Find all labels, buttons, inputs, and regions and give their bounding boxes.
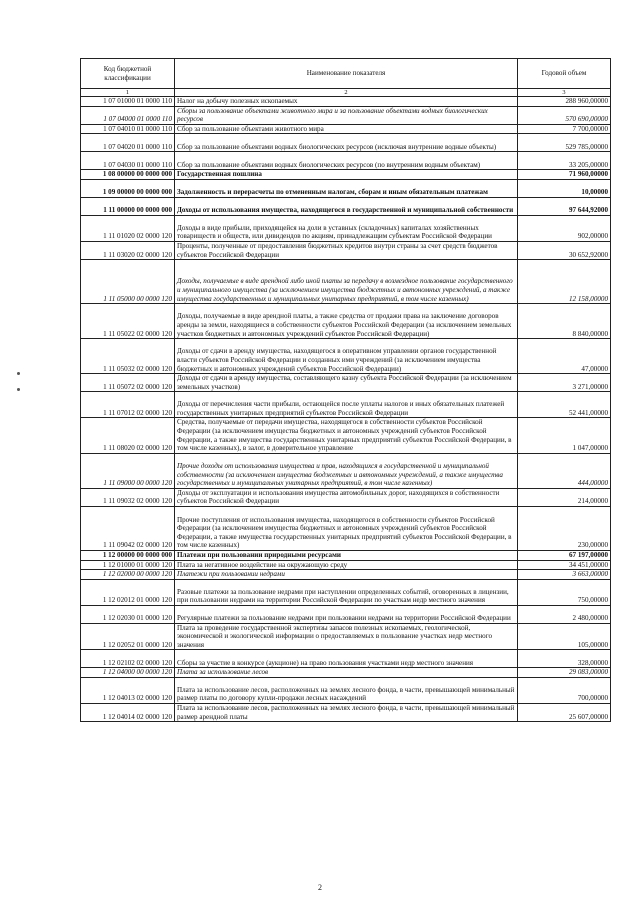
row-code: 1 11 05000 00 0000 120 (81, 260, 175, 304)
row-code: 1 09 00000 00 0000 000 (81, 179, 175, 197)
row-value: 570 690,00000 (518, 106, 611, 124)
table-row (81, 179, 611, 197)
row-value: 10,00000 (518, 179, 611, 197)
row-name: Регулярные платежи за пользование недрами при пользовании недрами на территории Российской Федерации (175, 605, 518, 623)
header-value: Годовой объем (518, 59, 611, 89)
table-row (81, 579, 611, 605)
row-value: 328,00000 (518, 650, 611, 668)
table-row (81, 304, 611, 339)
row-value: 288 960,00000 (518, 97, 611, 107)
row-code: 1 07 04030 01 0000 110 (81, 152, 175, 170)
row-value: 444,00000 (518, 453, 611, 488)
row-value: 67 197,00000 (518, 550, 611, 560)
table-body (81, 97, 611, 722)
table-row (81, 260, 611, 304)
row-name: Сбор за пользование объектами животного мира (175, 124, 518, 134)
row-code: 1 11 09032 02 0000 120 (81, 488, 175, 506)
table-row (81, 134, 611, 152)
header-code: Код бюджетной классификации (81, 59, 175, 89)
row-name: Доходы от сдачи в аренду имущества, находящегося в оперативном управлении органов государственной власти субъектов Российской Федерации и созданных ими учреждений (за исключением имущества бюджетных и автономных учреждений субъектов Российской Федерации) (175, 339, 518, 374)
row-value: 34 451,00000 (518, 560, 611, 570)
row-value: 750,00000 (518, 579, 611, 605)
row-code: 1 07 01000 01 0000 110 (81, 97, 175, 107)
table-row (81, 488, 611, 506)
row-code: 1 11 07012 02 0000 120 (81, 392, 175, 418)
row-name: Сбор за пользование объектами водных биологических ресурсов (по внутренним водным объектам) (175, 152, 518, 170)
row-value: 97 644,92000 (518, 197, 611, 215)
row-name: Доходы от перечисления части прибыли, остающейся после уплаты налогов и иных обязательных платежей государственных унитарных предприятий субъектов Российской Федерации (175, 392, 518, 418)
row-value: 47,00000 (518, 339, 611, 374)
table-row (81, 623, 611, 650)
header-name: Наименование показателя (175, 59, 518, 89)
scan-dot (17, 388, 20, 391)
row-code: 1 11 01020 02 0000 120 (81, 215, 175, 241)
row-name: Платежи при пользовании природными ресурсами (175, 550, 518, 560)
table-row (81, 124, 611, 134)
row-value: 2 480,00000 (518, 605, 611, 623)
row-value: 700,00000 (518, 678, 611, 704)
table-row (81, 418, 611, 453)
row-name: Задолженность и перерасчеты по отмененным налогам, сборам и иным обязательным платежам (175, 179, 518, 197)
row-code: 1 12 02030 01 0000 120 (81, 605, 175, 623)
row-code: 1 12 01000 01 0000 120 (81, 560, 175, 570)
table-row (81, 339, 611, 374)
row-value: 12 158,00000 (518, 260, 611, 304)
row-code: 1 11 05072 02 0000 120 (81, 374, 175, 392)
column-number: 3 (518, 89, 611, 97)
table-row (81, 453, 611, 488)
row-code: 1 07 04010 01 0000 110 (81, 124, 175, 134)
row-code: 1 11 05032 02 0000 120 (81, 339, 175, 374)
row-name: Сбор за пользование объектами водных биологических ресурсов (исключая внутренние водные объекты) (175, 134, 518, 152)
table-row (81, 605, 611, 623)
row-name: Доходы от использования имущества, находящегося в государственной и муниципальной собственности (175, 197, 518, 215)
row-value: 29 083,00000 (518, 668, 611, 678)
row-value: 71 960,00000 (518, 170, 611, 180)
row-name: Прочие доходы от использования имущества и прав, находящихся в государственной и муниципальной собственности (за исключением имущества бюджетных и автономных учреждений, а также имущества государственных и муниципальных унитарных предприятий, в том числе казенных) (175, 453, 518, 488)
row-value: 214,00000 (518, 488, 611, 506)
table-row (81, 392, 611, 418)
row-name: Государственная пошлина (175, 170, 518, 180)
table-row (81, 570, 611, 580)
row-name: Прочие поступления от использования имущества, находящегося в собственности субъектов Российской Федерации (за исключением имущества бюджетных и автономных учреждений субъектов Российской Федерации, а также имущества государственных унитарных предприятий субъектов Российской Федерации, в том числе казенных) (175, 506, 518, 550)
table-row (81, 170, 611, 180)
row-code: 1 11 09042 02 0000 120 (81, 506, 175, 550)
table-row (81, 650, 611, 668)
row-name: Доходы от сдачи в аренду имущества, составляющего казну субъекта Российской Федерации (за исключением земельных участков) (175, 374, 518, 392)
row-code: 1 12 02000 00 0000 120 (81, 570, 175, 580)
row-value: 105,00000 (518, 623, 611, 650)
row-value: 3 271,00000 (518, 374, 611, 392)
row-value: 25 607,00000 (518, 704, 611, 722)
row-name: Проценты, полученные от предоставления бюджетных кредитов внутри страны за счет средств бюджетов субъектов Российской Федерации (175, 241, 518, 259)
row-code: 1 11 03020 02 0000 120 (81, 241, 175, 259)
row-name: Налог на добычу полезных ископаемых (175, 97, 518, 107)
row-name: Средства, получаемые от передачи имущества, находящегося в собственности субъектов Российской Федерации (за исключением имущества бюджетных и автономных учреждений субъектов Российской Федерации, а также имущества государственных унитарных предприятий субъектов Российской Федерации, в том числе казенных), в залог, в доверительное управление (175, 418, 518, 453)
row-name: Сборы за участие в конкурсе (аукционе) на право пользования участками недр местного значения (175, 650, 518, 668)
budget-table-container (80, 58, 610, 722)
row-name: Доходы, получаемые в виде арендной либо иной платы за передачу в возмездное пользование государственного и муниципального имущества (за исключением имущества бюджетных и автономных учреждений, а также имущества государственных и муниципальных унитарных предприятий, в том числе казенных) (175, 260, 518, 304)
row-code: 1 12 02102 02 0000 120 (81, 650, 175, 668)
row-name: Плата за использование лесов, расположенных на землях лесного фонда, в части, превышающей минимальный размер платы по договору купли-продажи лесных насаждений (175, 678, 518, 704)
row-value: 902,00000 (518, 215, 611, 241)
table-row (81, 560, 611, 570)
row-value: 30 652,92000 (518, 241, 611, 259)
row-name: Доходы от эксплуатации и использования имущества автомобильных дорог, находящихся в собственности субъектов Российской Федерации (175, 488, 518, 506)
row-code: 1 12 04014 02 0000 120 (81, 704, 175, 722)
column-number: 2 (175, 89, 518, 97)
row-value: 52 441,00000 (518, 392, 611, 418)
row-name: Платежи при пользовании недрами (175, 570, 518, 580)
row-value: 230,00000 (518, 506, 611, 550)
row-name: Плата за использование лесов, расположенных на землях лесного фонда, в части, превышающей минимальный размер арендной платы (175, 704, 518, 722)
row-name: Плата за негативное воздействие на окружающую среду (175, 560, 518, 570)
row-value: 3 663,00000 (518, 570, 611, 580)
row-code: 1 12 02052 01 0000 120 (81, 623, 175, 650)
table-row (81, 97, 611, 107)
row-code: 1 12 04000 00 0000 120 (81, 668, 175, 678)
row-value: 7 700,00000 (518, 124, 611, 134)
row-value: 8 840,00000 (518, 304, 611, 339)
table-row (81, 704, 611, 722)
table-row (81, 668, 611, 678)
row-name: Разовые платежи за пользование недрами при наступлении определенных событий, оговоренных в лицензии, при пользовании недрами на территории Российской Федерации по участкам недр местного значения (175, 579, 518, 605)
row-code: 1 07 04000 01 0000 110 (81, 106, 175, 124)
row-name: Плата за проведение государственной экспертизы запасов полезных ископаемых, геологической, экономической и экологической информации о предоставляемых в пользование участках недр местного значения (175, 623, 518, 650)
row-code: 1 11 05022 02 0000 120 (81, 304, 175, 339)
row-name: Плата за использование лесов (175, 668, 518, 678)
row-value: 33 205,00000 (518, 152, 611, 170)
row-code: 1 12 04013 02 0000 120 (81, 678, 175, 704)
table-row (81, 197, 611, 215)
row-code: 1 11 09000 00 0000 120 (81, 453, 175, 488)
row-code: 1 08 00000 00 0000 000 (81, 170, 175, 180)
table-row (81, 241, 611, 259)
row-code: 1 11 00000 00 0000 000 (81, 197, 175, 215)
row-code: 1 07 04020 01 0000 110 (81, 134, 175, 152)
page-number: 2 (318, 883, 322, 892)
row-name: Сборы за пользование объектами животного мира и за пользование объектами водных биологических ресурсов (175, 106, 518, 124)
table-row (81, 152, 611, 170)
row-code: 1 11 08020 02 0000 120 (81, 418, 175, 453)
table-row (81, 678, 611, 704)
budget-table (80, 58, 611, 722)
row-name: Доходы в виде прибыли, приходящейся на доли в уставных (складочных) капиталах хозяйственных товариществ и обществ, или дивидендов по акциям, принадлежащим субъектам Российской Федерации (175, 215, 518, 241)
row-value: 1 047,00000 (518, 418, 611, 453)
table-row (81, 550, 611, 560)
table-row (81, 215, 611, 241)
row-value: 529 785,00000 (518, 134, 611, 152)
row-code: 1 12 02012 01 0000 120 (81, 579, 175, 605)
row-name: Доходы, получаемые в виде арендной платы, а также средства от продажи права на заключение договоров аренды за земли, находящиеся в собственности субъектов Российской Федерации (за исключением земельных участков бюджетных и автономных учреждений субъектов Российской Федерации) (175, 304, 518, 339)
table-row (81, 374, 611, 392)
scan-dot (17, 372, 20, 375)
column-number: 1 (81, 89, 175, 97)
table-row (81, 506, 611, 550)
row-code: 1 12 00000 00 0000 000 (81, 550, 175, 560)
table-row (81, 106, 611, 124)
